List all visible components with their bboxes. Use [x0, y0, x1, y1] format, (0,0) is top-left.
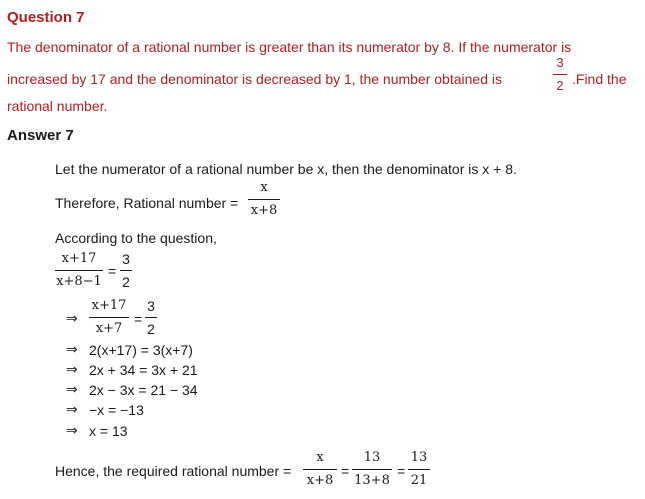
eq1-equals: =: [108, 263, 117, 279]
therefore-label: Therefore, Rational number =: [55, 195, 239, 211]
eq2-right-denominator: 2: [147, 321, 155, 337]
eq1-right-denominator: 2: [122, 274, 130, 290]
question-line-3: rational number.: [7, 98, 108, 114]
final-fraction-2-numerator: 13: [363, 450, 381, 465]
final-fraction-2-denominator: 13+8: [354, 473, 390, 488]
step-7: x = 13: [89, 423, 128, 439]
step-4: 2x + 34 = 3x + 21: [89, 362, 198, 378]
according-text: According to the question,: [55, 230, 217, 246]
fraction-bar: [408, 469, 430, 470]
step-3: 2(x+17) = 3(x+7): [89, 342, 193, 358]
final-equals-2: =: [397, 463, 406, 479]
fraction-bar: [248, 199, 280, 200]
eq1-right-numerator: 3: [122, 251, 130, 267]
final-fraction-3: [408, 450, 430, 489]
eq1-right-fraction: [120, 251, 132, 290]
eq2-left-fraction: [89, 298, 129, 337]
therefore-denominator: x+8: [250, 203, 278, 218]
final-fraction-1: [303, 450, 337, 489]
eq2-left-numerator: x+17: [91, 298, 127, 313]
fraction-bar: [553, 74, 567, 75]
question-line-2-end: .Find the: [572, 71, 627, 87]
answer-intro: Let the numerator of a rational number be x, then the denominator is x + 8.: [55, 161, 517, 177]
fraction-bar: [303, 469, 337, 470]
final-fraction-1-numerator: x: [316, 450, 324, 465]
eq2-left-denominator: x+7: [95, 321, 123, 336]
final-fraction-3-numerator: 13: [410, 450, 428, 465]
fraction-bar: [89, 317, 129, 318]
eq2-right-numerator: 3: [147, 298, 155, 314]
eq1-left-fraction: [55, 251, 103, 290]
question-fraction: [553, 55, 567, 94]
step-5: 2x − 3x = 21 − 34: [89, 382, 198, 398]
final-fraction-3-denominator: 21: [410, 473, 428, 488]
fraction-bar: [352, 469, 392, 470]
therefore-fraction: [248, 180, 280, 219]
implies-arrow: ⇒: [66, 382, 78, 398]
eq1-left-denominator: x+8−1: [56, 274, 102, 289]
fraction-bar: [145, 317, 157, 318]
question-line-2-start: increased by 17 and the denominator is decreased by 1, the number obtained is: [7, 71, 502, 87]
question-fraction-denominator: 2: [556, 78, 564, 93]
implies-arrow: ⇒: [66, 342, 78, 358]
implies-arrow: ⇒: [66, 402, 78, 418]
final-label: Hence, the required rational number =: [55, 463, 292, 479]
eq2-equals: =: [134, 311, 143, 327]
question-heading: Question 7: [7, 9, 85, 26]
eq1-left-numerator: x+17: [61, 251, 97, 266]
implies-arrow: ⇒: [66, 311, 78, 327]
implies-arrow: ⇒: [66, 423, 78, 439]
final-fraction-1-denominator: x+8: [306, 473, 334, 488]
fraction-bar: [120, 270, 132, 271]
final-equals-1: =: [341, 463, 350, 479]
final-fraction-2: [352, 450, 392, 489]
question-line-1: The denominator of a rational number is greater than its numerator by 8. If the numerator is: [7, 39, 572, 55]
eq2-right-fraction: [145, 298, 157, 337]
implies-arrow: ⇒: [66, 362, 78, 378]
step-6: −x = −13: [89, 402, 144, 418]
fraction-bar: [55, 270, 103, 271]
therefore-numerator: x: [260, 180, 268, 195]
question-fraction-numerator: 3: [556, 55, 564, 70]
answer-heading: Answer 7: [7, 127, 74, 144]
